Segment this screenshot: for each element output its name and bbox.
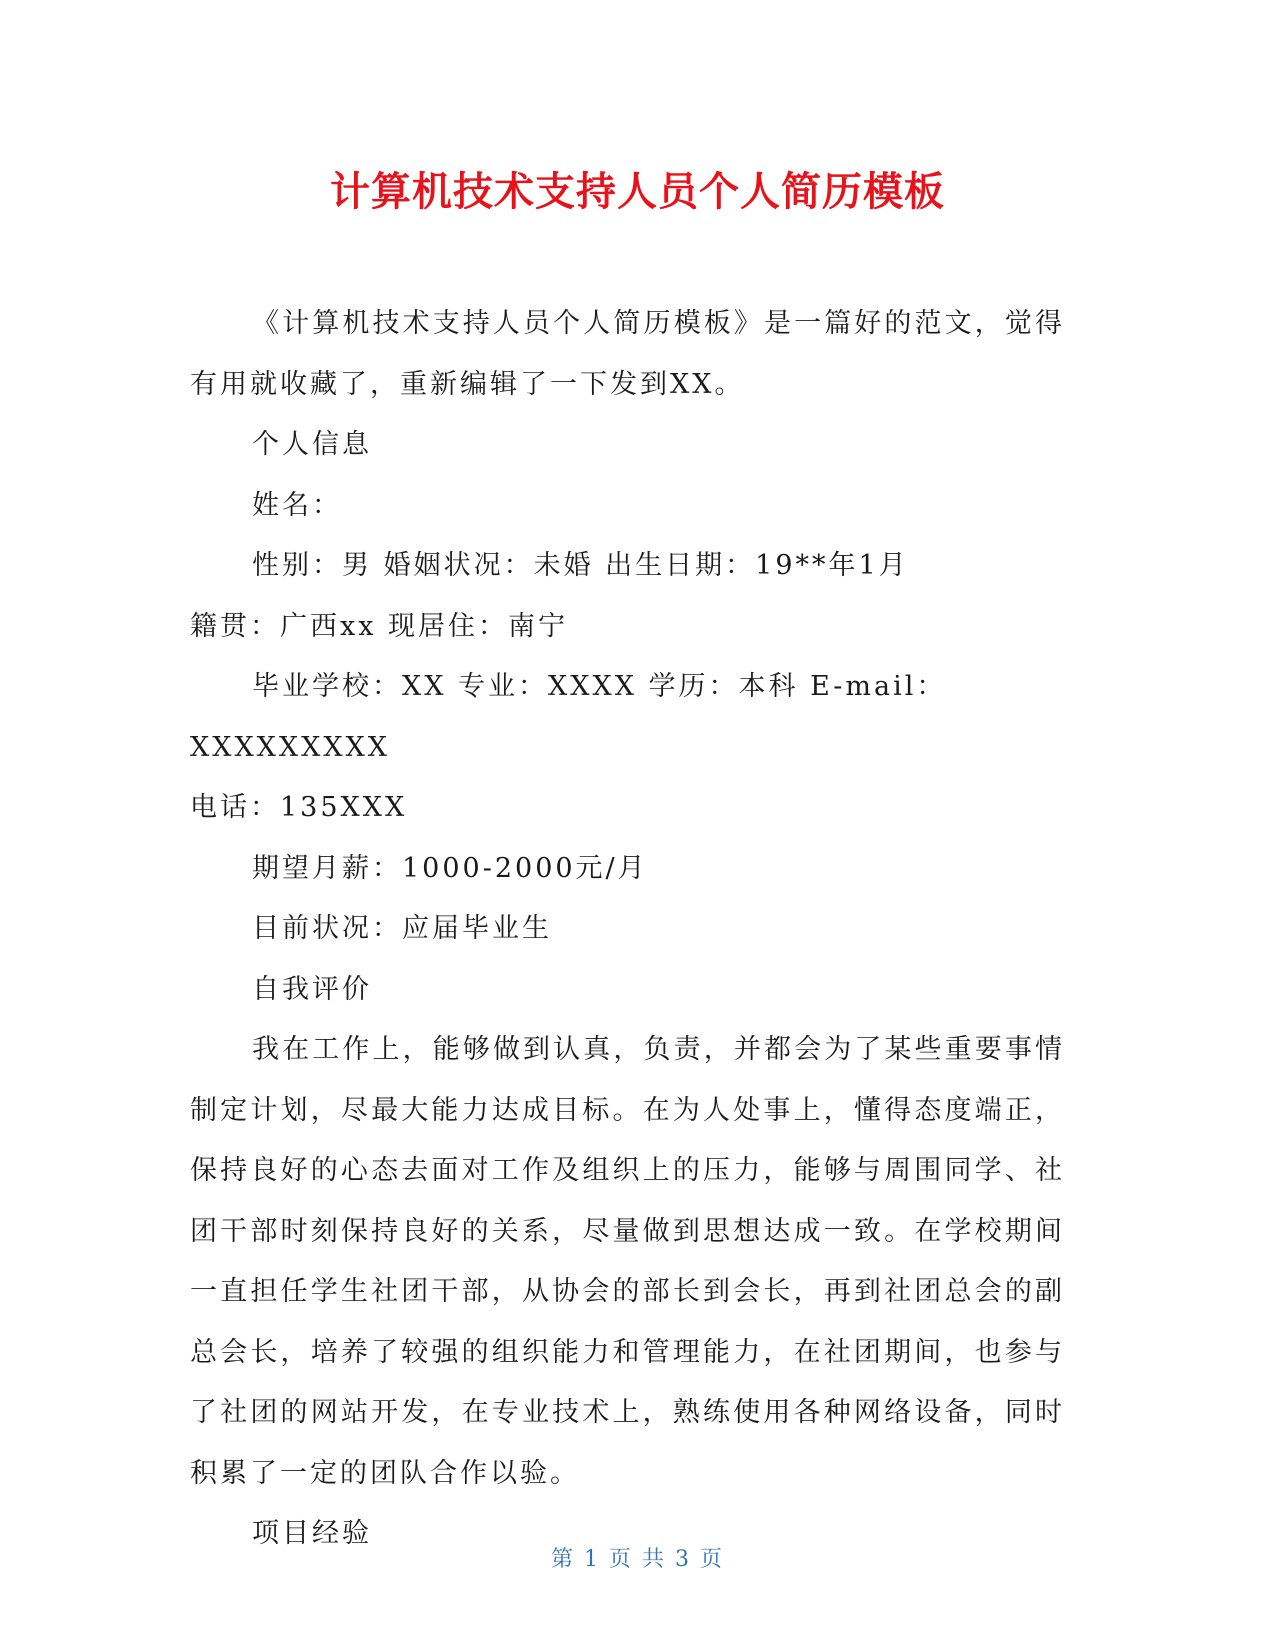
self-evaluation-paragraph: 我在工作上，能够做到认真，负责，并都会为了某些重要事情制定计划，尽最大能力达成目标。在为人处事上，懂得态度端正，保持良好的心态去面对工作及组织上的压力，能够与周围同学、社团干部时刻保持良好的关系，尽量做到思想达成一致。在学校期间一直担任学生社团干部，从协会的部长到会长，再到社团总会的副总会长，培养了较强的组织能力和管理能力，在社团期间，也参与了社团的网站开发，在专业技术上，熟练使用各种网络设备，同时积累了一定的团队合作以验。: [190, 1034, 1065, 1489]
section-heading-project-experience: 项目经验: [252, 1518, 372, 1549]
page-footer: 第 1 页 共 3 页: [551, 1547, 724, 1572]
expected-salary-line: 期望月薪：1000-2000元/月: [252, 852, 648, 884]
section-heading-personal-info: 个人信息: [252, 429, 372, 460]
current-status-line: 目前状况：应届毕业生: [252, 913, 552, 944]
intro-paragraph: 《计算机技术支持人员个人简历模板》是一篇好的范文，觉得有用就收藏了，重新编辑了一下发到XX。: [190, 308, 1065, 400]
section-heading-self-evaluation: 自我评价: [252, 973, 372, 1005]
school-major-education-email-line: 毕业学校：XX 专业：XXXX 学历：本科 E-mail：XXXXXXXXX: [190, 671, 947, 763]
gender-marital-birth-line: 性别：男 婚姻状况：未婚 出生日期：19**年1月: [252, 550, 909, 581]
document-title: 计算机技术支持人员个人简历模板: [330, 169, 945, 215]
phone-line: 电话：135XXX: [190, 792, 408, 823]
document-body: [190, 294, 1065, 1565]
native-residence-line: 籍贯：广西xx 现居住：南宁: [190, 610, 569, 642]
name-line: 姓名：: [252, 489, 342, 521]
